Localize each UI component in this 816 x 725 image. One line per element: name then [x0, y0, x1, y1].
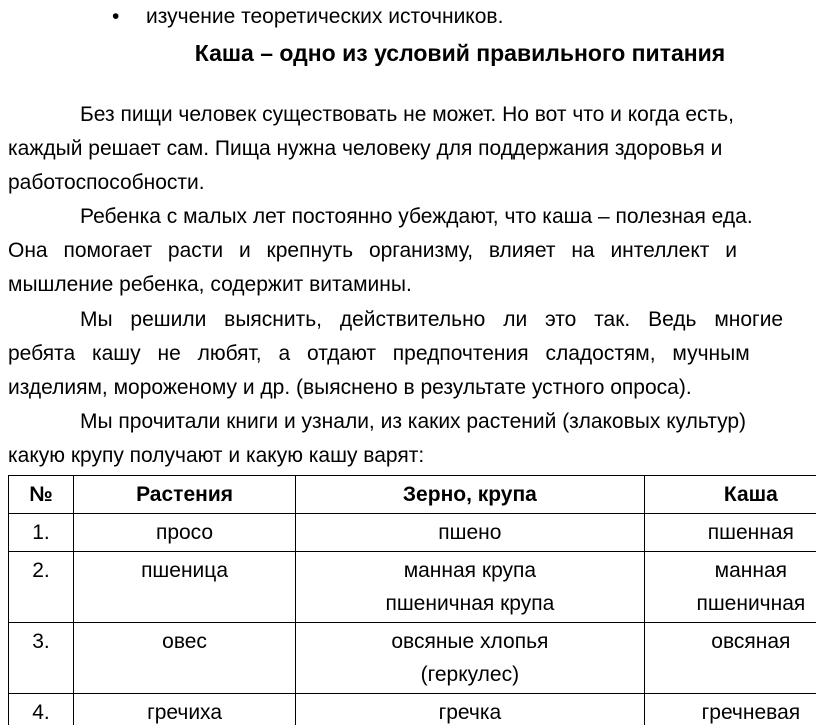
- header-grain: Зерно, крупа: [296, 476, 645, 514]
- cell-plant: гречиха: [74, 694, 296, 725]
- cell-line: манная: [714, 559, 788, 582]
- cell-number: 4.: [9, 694, 74, 725]
- table-row: [9, 514, 816, 552]
- cell-plant: овес: [74, 623, 296, 694]
- cell-number: 2.: [9, 552, 74, 623]
- cell-plant: пшеница: [74, 552, 296, 623]
- bullet-text: изучение теоретических источников.: [146, 5, 504, 28]
- cell-line: гречневая: [701, 701, 801, 724]
- cell-line: пшено: [438, 521, 502, 544]
- cell-grain: [296, 623, 645, 694]
- paragraph-line: Ребенка с малых лет постоянно убеждают, что каша – полезная еда.: [80, 205, 753, 228]
- cell-line: (геркулес): [420, 663, 520, 686]
- cell-line: пшеничная: [696, 592, 806, 615]
- cell-plant: просо: [74, 514, 296, 552]
- paragraph-line: какую крупу получают и какую кашу варят:: [8, 444, 425, 467]
- cell-porridge: [644, 694, 816, 725]
- paragraph-line: работоспособности.: [8, 171, 205, 194]
- cell-line: овсяная: [711, 630, 791, 653]
- table-header-row: [9, 476, 816, 514]
- cell-line: манная крупа: [403, 559, 537, 582]
- cell-line: пшенная: [707, 521, 794, 544]
- bullet-marker: •: [112, 5, 120, 28]
- paragraph-line: мышление ребенка, содержит витамины.: [8, 273, 412, 296]
- paragraph-line: ребята кашу не любят, а отдают предпочтения сладостям, мучным: [8, 342, 750, 365]
- cell-grain: [296, 694, 645, 725]
- cell-porridge: [644, 552, 816, 623]
- paragraph-line: Мы решили выяснить, действительно ли это так. Ведь многие: [80, 308, 784, 331]
- bullet-item: [112, 3, 503, 31]
- cell-number: 1.: [9, 514, 74, 552]
- paragraph-4: [8, 405, 816, 473]
- cell-line: пшеничная крупа: [385, 592, 555, 615]
- header-plants: Растения: [74, 476, 296, 514]
- grain-table: [8, 475, 816, 725]
- cell-line: гречка: [438, 701, 502, 724]
- paragraph-line: каждый решает сам. Пища нужна человеку для поддержания здоровья и: [8, 137, 723, 160]
- table-row: [9, 694, 816, 725]
- paragraph-line: Мы прочитали книги и узнали, из каких растений (злаковых культур): [80, 410, 747, 433]
- paragraph-1: [8, 98, 816, 200]
- cell-grain: [296, 552, 645, 623]
- paragraph-line: Без пищи человек существовать не может. Но вот что и когда есть,: [80, 103, 734, 126]
- cell-grain: [296, 514, 645, 552]
- cell-porridge: [644, 623, 816, 694]
- cell-number: 3.: [9, 623, 74, 694]
- table-row: [9, 552, 816, 623]
- paragraph-line: Она помогает расти и крепнуть организму, влияет на интеллект и: [8, 239, 737, 262]
- paragraph-2: [8, 200, 816, 302]
- header-number: №: [9, 476, 74, 514]
- table-row: [9, 623, 816, 694]
- cell-line: овсяные хлопья: [391, 630, 549, 653]
- section-title: Каша – одно из условий правильного питания: [194, 40, 726, 66]
- paragraph-3: [8, 303, 816, 405]
- cell-porridge: [644, 514, 816, 552]
- header-porridge: Каша: [644, 476, 816, 514]
- paragraph-line: изделиям, мороженому и др. (выяснено в результате устного опроса).: [8, 376, 692, 399]
